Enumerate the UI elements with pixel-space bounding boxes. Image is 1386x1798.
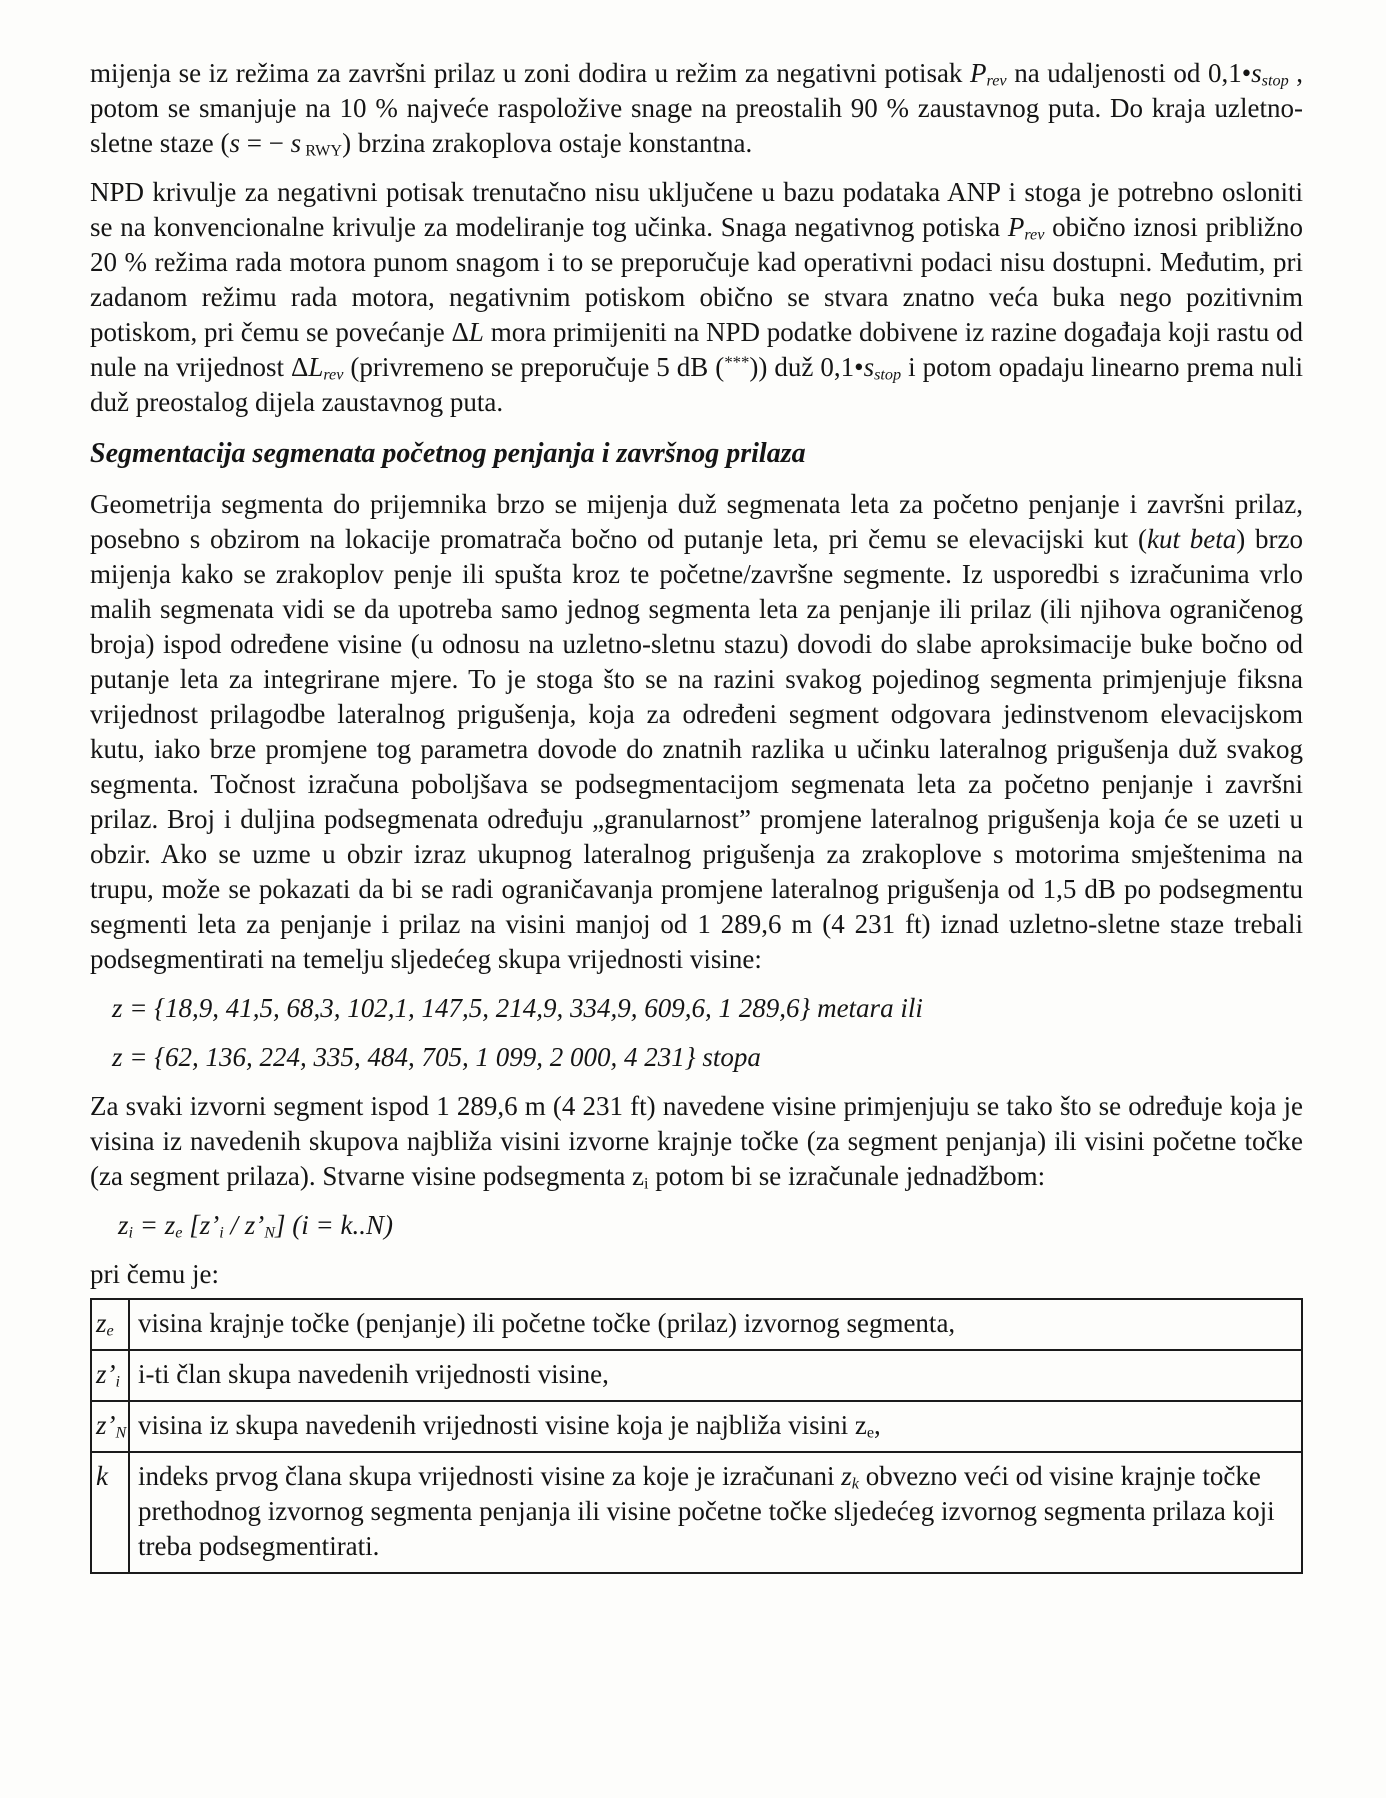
- text-run: e: [175, 1223, 183, 1242]
- text-run: stop: [874, 365, 902, 384]
- text-run: RWY: [301, 141, 343, 160]
- symbol-cell: [91, 1401, 129, 1452]
- text-run: e: [106, 1321, 114, 1340]
- table-row: [91, 1350, 1302, 1401]
- text-run: (privremeno se preporučuje 5 dB (: [343, 352, 725, 382]
- paragraph-segment-geometry: [90, 487, 1303, 977]
- table-row: [91, 1452, 1302, 1573]
- symbol-cell: [91, 1299, 129, 1350]
- text-run: i: [644, 1174, 649, 1193]
- text-run: [z’: [182, 1210, 220, 1240]
- definition-cell: [129, 1299, 1302, 1350]
- text-run: s: [863, 352, 875, 382]
- text-run: N: [115, 1423, 127, 1442]
- text-run: mora primijeniti na NPD podatke dobivene iz razine događaja koji rastu od nule na vrijednost Δ: [90, 317, 1303, 382]
- paragraph-subsegment-heights: [90, 1089, 1303, 1194]
- text-run: i: [128, 1223, 134, 1242]
- text-run: )) duž 0,1•: [749, 352, 864, 382]
- text-run: rev: [323, 365, 344, 384]
- symbol-cell: [91, 1350, 129, 1401]
- text-run: Za svaki izvorni segment ispod 1 289,6 m (4 231 ft) navedene visine primjenjuju se tako što se određuje koja je visina iz navedenih skupova najbliža visini izvorne krajnje točke (za segment penjanja) ili visini početne točke (za segment prilaza). Stvarne visine podsegmenta z: [90, 1091, 1303, 1191]
- definition-cell: [129, 1452, 1302, 1573]
- text-run: ,: [874, 1410, 881, 1440]
- text-run: i-ti član skupa navedenih vrijednosti visine,: [138, 1359, 609, 1389]
- text-run: NPD krivulje za negativni potisak trenutačno nisu uključene u bazu podataka ANP i stoga je potrebno osloniti se na konvencionalne krivulje za modeliranje tog učinka. Snaga negativnog potiska: [90, 177, 1303, 242]
- formula-heights-feet: z = {62, 136, 224, 335, 484, 705, 1 099, 2 000, 4 231} stopa: [112, 1042, 761, 1072]
- text-run: indeks prvog člana skupa vrijednosti visine za koje je izračunani: [138, 1461, 842, 1491]
- text-run: P: [970, 58, 987, 88]
- text-run: L: [308, 352, 324, 382]
- text-run: stop: [1261, 71, 1289, 90]
- symbol-cell: [91, 1452, 129, 1573]
- text-run: L: [468, 317, 484, 347]
- text-run: potom bi se izračunale jednadžbom:: [648, 1161, 1046, 1191]
- text-run: = z: [133, 1210, 176, 1240]
- text-run: z’: [96, 1359, 116, 1389]
- text-run: = −: [239, 128, 291, 158]
- table-row: [91, 1299, 1302, 1350]
- definition-cell: [129, 1350, 1302, 1401]
- paragraph-thrust-reverse: [90, 56, 1303, 161]
- text-run: rev: [1024, 225, 1045, 244]
- text-run: visina krajnje točke (penjanje) ili početne točke (prilaz) izvornog segmenta,: [138, 1308, 956, 1338]
- text-run: i: [115, 1372, 120, 1391]
- formula-heights-meters: z = {18,9, 41,5, 68,3, 102,1, 147,5, 214,9, 334,9, 609,6, 1 289,6} metara ili: [112, 993, 923, 1023]
- text-run: , potom se smanjuje na 10 % najveće raspoložive snage na preostalih 90 % zaustavnog puta. Do kraja uzletno-sletne staze (: [90, 58, 1304, 158]
- text-run: i: [219, 1223, 224, 1242]
- text-run: ***: [724, 352, 750, 372]
- text-run: N: [264, 1223, 276, 1242]
- section-heading: Segmentacija segmenata početnog penjanja i završnog prilaza: [90, 438, 806, 469]
- text-run: obično iznosi približno 20 % režima rada motora punom snagom i to se preporučuje kad operativni podaci nisu dostupni. Međutim, pri zadanom režimu rada motora, negativnim potiskom obično se stvara znatno veća buka nego pozitivnim potiskom, pri čemu se povećanje Δ: [90, 212, 1303, 347]
- text-run: s: [290, 128, 302, 158]
- text-run: z: [841, 1461, 852, 1491]
- text-run: ) brzina zrakoplova ostaje konstantna.: [342, 128, 753, 158]
- text-run: ) brzo mijenja kako se zrakoplov penje ili spušta kroz te početne/završne segmente. Iz usporedbi s izračunima vrlo malih segmenata vidi se da upotreba samo jednog segmenta leta za penjanje ili prilaz (ili njihova ograničenog broja) ispod određene visine (u odnosu na uzletno-sletnu stazu) dovodi do slabe aproksimacije buke bočno od putanje leta za integrirane mjere. To je stoga što se na razini svakog pojedinog segmenta primjenjuje fiksna vrijednost prilagodbe lateralnog prigušenja, koja za određeni segment odgovara jedinstvenom elevacijskom kutu, iako brze promjene tog parametra dovode do znatnih razlika u učinku lateralnog prigušenja duž svakog segmenta. Točnost izračuna poboljšava se podsegmentacijom segmenata leta za početno penjanje i završni prilaz. Broj i duljina podsegmenata određuju „granularnost” promjene lateralnog prigušenja koja će se uzeti u obzir. Ako se uzme u obzir izraz ukupnog lateralnog prigušenja za zrakoplove s motorima smještenima na trupu, može se pokazati da bi se radi ograničavanja promjene lateralnog prigušenja od 1,5 dB po podsegmentu segmenti leta za penjanje i prilaz na visini manjoj od 1 289,6 m (4 231 ft) iznad uzletno-sletne staze trebali podsegmentirati na temelju sljedećeg skupa vrijednosti visine:: [90, 524, 1303, 974]
- table-row: [91, 1401, 1302, 1452]
- where-label: pri čemu je:: [90, 1259, 219, 1289]
- text-run: obvezno veći od visine krajnje točke prethodnog izvornog segmenta penjanja ili visine početne točke sljedećeg izvornog segmenta prilaza koji treba podsegmentirati.: [138, 1461, 1275, 1561]
- text-run: z: [96, 1308, 107, 1338]
- text-run: s: [1251, 58, 1262, 88]
- text-run: z’: [96, 1410, 116, 1440]
- text-run: e: [866, 1423, 875, 1442]
- text-run: i potom opadaju linearno prema nuli duž preostalog dijela zaustavnog puta.: [90, 352, 1304, 417]
- definition-cell: [129, 1401, 1302, 1452]
- text-run: kut beta: [1147, 524, 1237, 554]
- text-run: visina iz skupa navedenih vrijednosti visine koja je najbliža visini z: [138, 1410, 867, 1440]
- text-run: / z’: [223, 1210, 265, 1240]
- text-run: P: [1007, 212, 1025, 242]
- text-run: k: [96, 1461, 108, 1491]
- text-run: mijenja se iz režima za završni prilaz u zoni dodira u režim za negativni potisak: [90, 58, 971, 88]
- formula-subsegment: [90, 1208, 1303, 1243]
- text-run: na udaljenosti od 0,1•: [1006, 58, 1252, 88]
- text-run: Geometrija segmenta do prijemnika brzo se mijenja duž segmenata leta za početno penjanje i završni prilaz, posebno s obzirom na lokacije promatrača bočno od putanje leta, pri čemu se elevacijski kut (: [90, 489, 1303, 554]
- text-run: s: [229, 128, 240, 158]
- definitions-table: [90, 1298, 1303, 1574]
- text-run: z: [118, 1210, 129, 1240]
- paragraph-npd-curves: [90, 175, 1303, 420]
- text-run: k: [851, 1474, 859, 1493]
- text-run: ] (i = k..N): [275, 1210, 393, 1240]
- text-run: rev: [986, 71, 1007, 90]
